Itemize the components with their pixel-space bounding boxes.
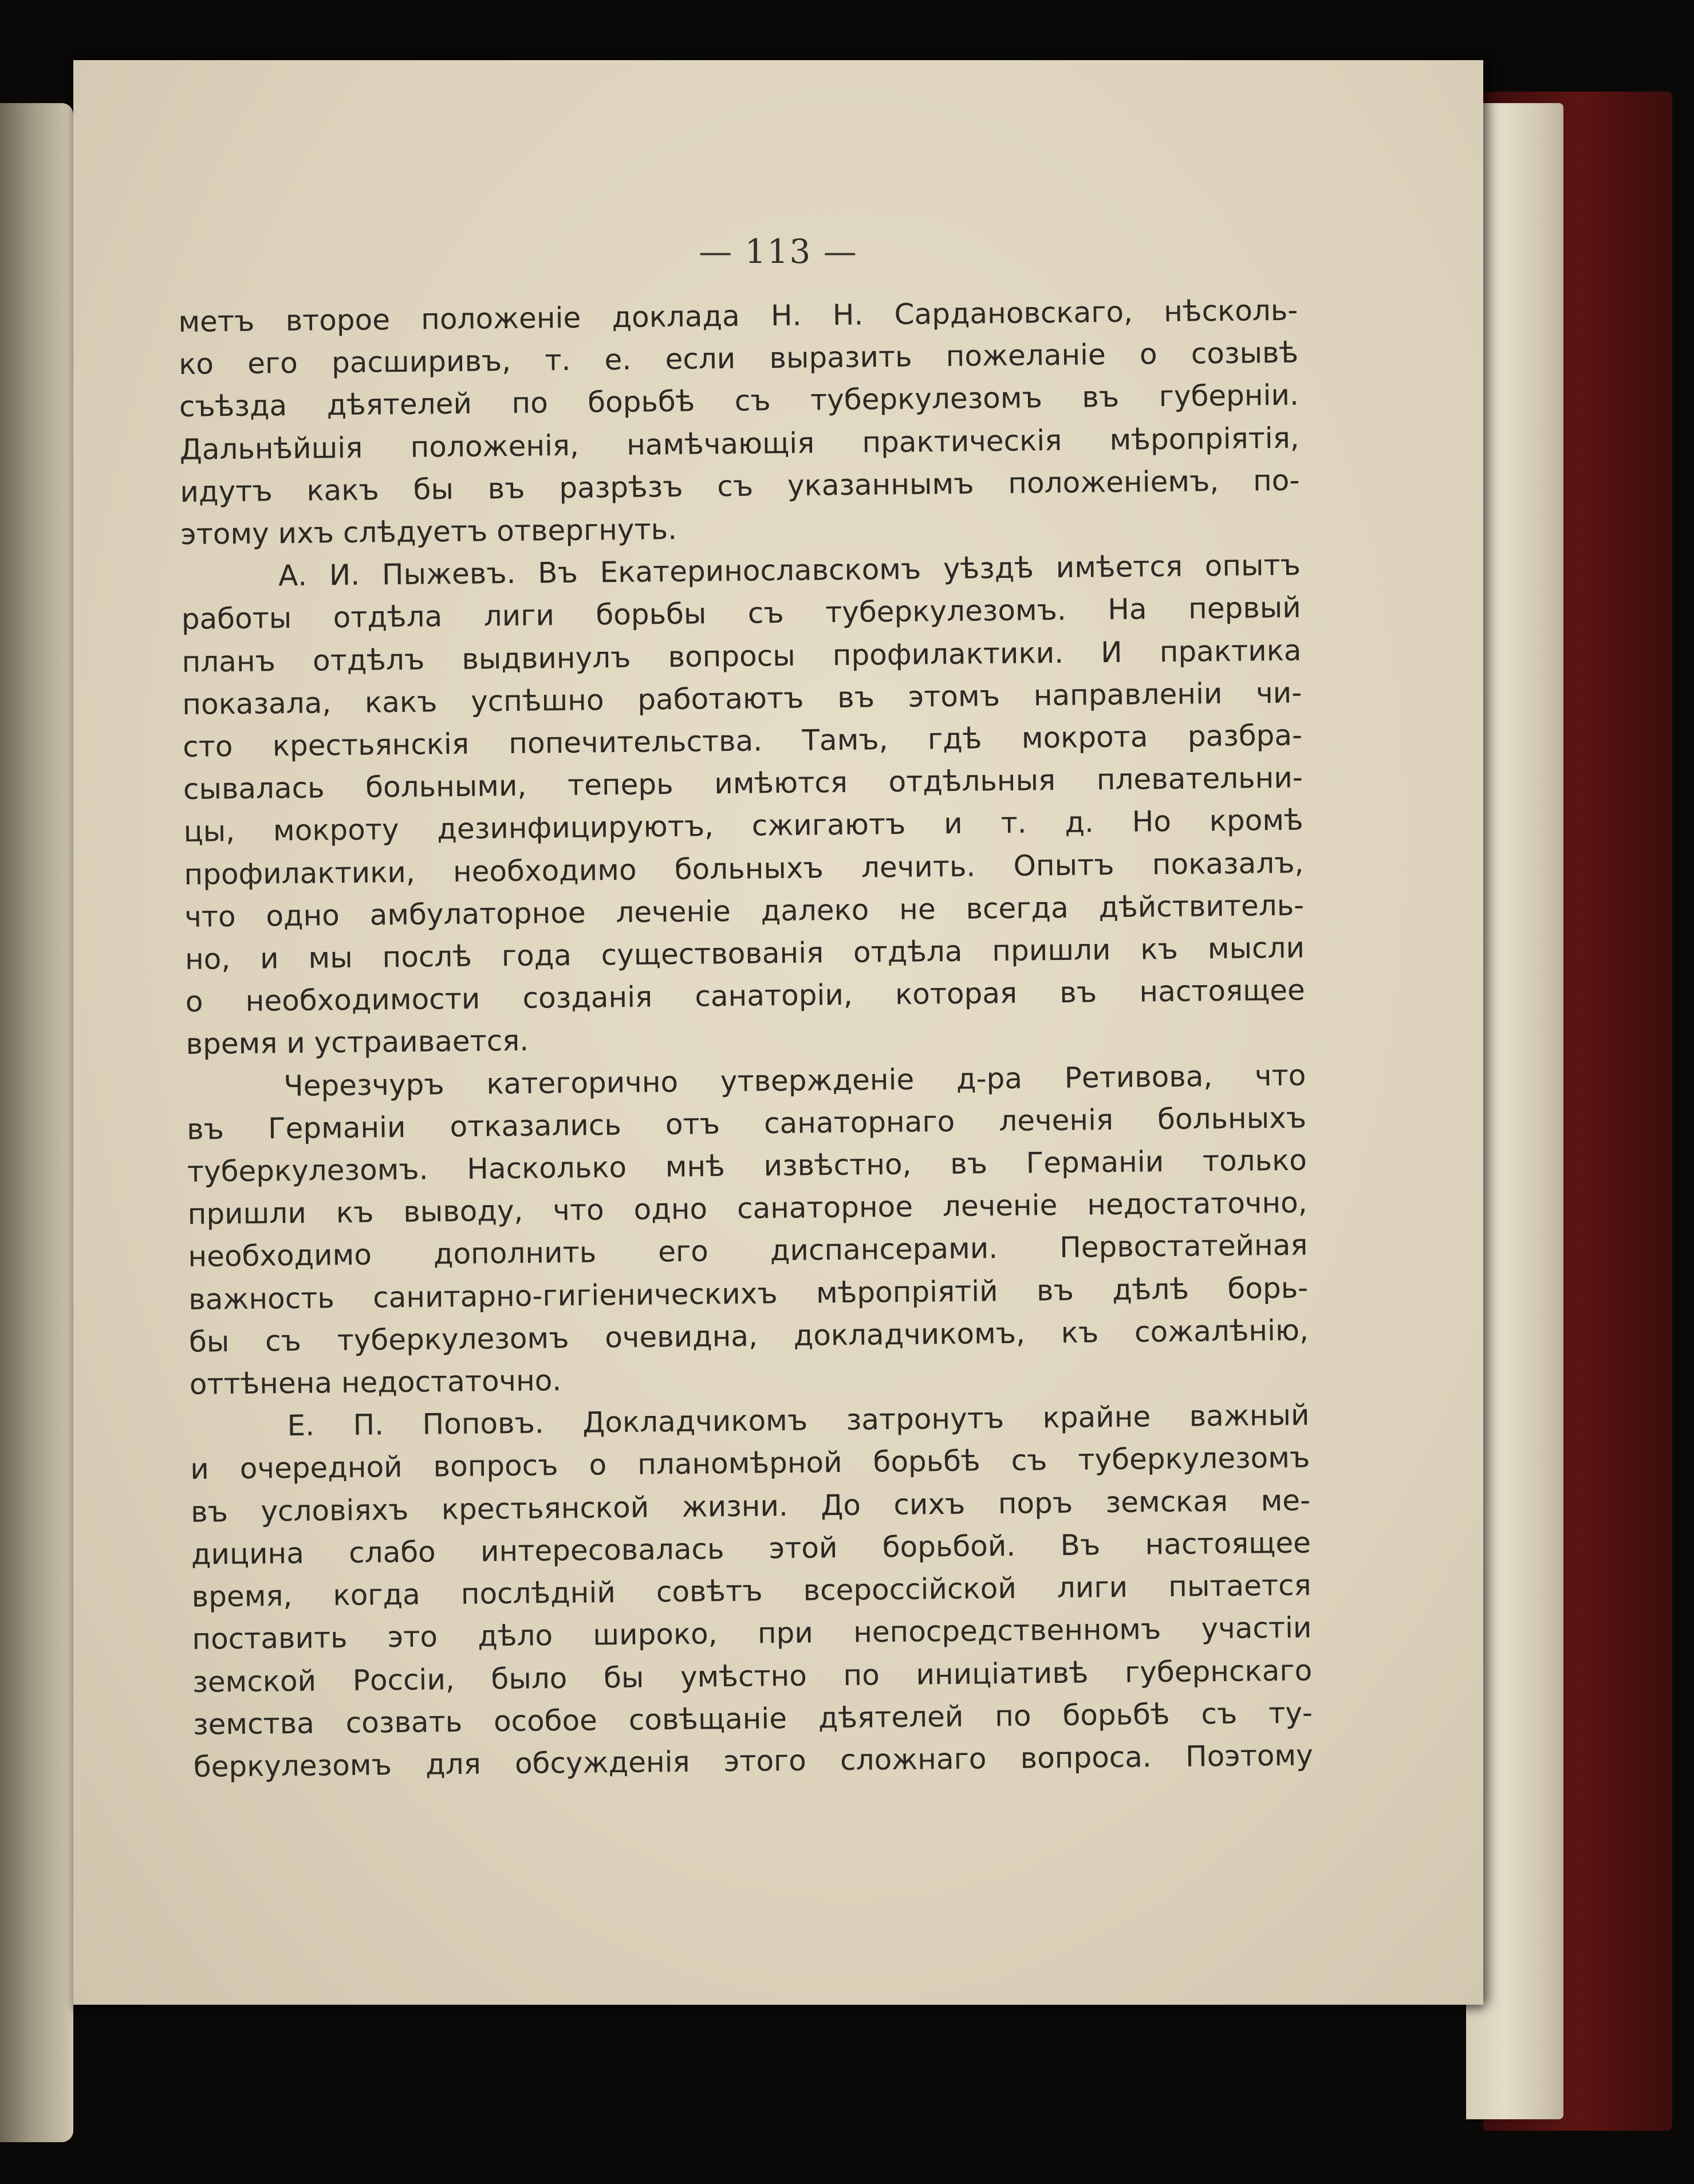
text-line: но, и мы послѣ года существованiя отдѣла пришли къ мысли (184, 931, 1305, 976)
book-page (73, 60, 1483, 2005)
page-number: — 113 — (699, 232, 858, 271)
text-line: ко его расширивъ, т. е. если выразить пожеланiе о созывѣ (178, 336, 1299, 381)
text-line: планъ отдѣлъ выдвинулъ вопросы профилактики. И практика (182, 633, 1302, 679)
text-line: время и устраивается. (186, 1024, 529, 1061)
text-line: въ условiяхъ крестьянской жизни. До сихъ поръ земская ме- (190, 1483, 1311, 1529)
text-line: бы съ туберкулезомъ очевидна, докладчикомъ, къ сожалѣнiю, (188, 1313, 1309, 1359)
text-line: что одно амбулаторное леченiе далеко не всегда дѣйствитель- (184, 888, 1305, 934)
text-line: идутъ какъ бы въ разрѣзъ съ указаннымъ положенiемъ, по- (180, 463, 1300, 509)
text-line: Е. П. Поповъ. Докладчикомъ затронутъ крайне важный (287, 1398, 1310, 1443)
text-line: цы, мокроту дезинфицируютъ, сжигаютъ и т. д. Но кромѣ (183, 803, 1303, 849)
text-line: дицина слабо интересовалась этой борьбой. Въ настоящее (191, 1526, 1311, 1571)
text-line: беркулезомъ для обсужденiя этого сложнаго вопроса. Поэтому (193, 1738, 1314, 1784)
text-line: земства созвать особое совѣщанiе дѣятелей по борьбѣ съ ту- (192, 1696, 1313, 1741)
text-line: профилактики, необходимо больныхъ лечить. Опытъ показалъ, (184, 846, 1304, 891)
text-line: этому ихъ слѣдуетъ отвергнуть. (180, 512, 677, 551)
text-line: время, когда послѣднiй совѣтъ всероссiйской лиги пытается (191, 1568, 1311, 1614)
text-line: А. И. Пыжевъ. Въ Екатеринославскомъ уѣздѣ имѣется опытъ (278, 548, 1301, 593)
text-line: важность санитарно-гигiеническихъ мѣропрiятiй въ дѣлѣ борь- (188, 1271, 1309, 1316)
text-line: пришли къ выводу, что одно санаторное леченiе недостаточно, (187, 1186, 1307, 1231)
text-line: показала, какъ успѣшно работаютъ въ этомъ направленiи чи- (182, 676, 1302, 721)
text-line: Дальнѣйшiя положенiя, намѣчающiя практическiя мѣропрiятiя, (179, 421, 1299, 466)
text-line: необходимо дополнить его диспансерами. Первостатейная (188, 1228, 1308, 1274)
text-line: сывалась больными, теперь имѣются отдѣльныя плевательни- (183, 761, 1303, 806)
text-line: сто крестьянскiя попечительства. Тамъ, гдѣ мокрота разбра- (182, 718, 1303, 764)
text-line: съѣзда дѣятелей по борьбѣ съ туберкулезомъ въ губернiи. (179, 378, 1299, 424)
text-line: туберкулезомъ. Насколько мнѣ извѣстно, въ Германiи только (187, 1143, 1307, 1189)
body-text (178, 289, 1313, 1788)
text-line: поставить это дѣло широко, при непосредственномъ участiи (192, 1611, 1312, 1656)
text-line: въ Германiи отказались отъ санаторнаго леченiя больныхъ (186, 1101, 1307, 1146)
text-line: и очередной вопросъ о планомѣрной борьбѣ съ туберкулезомъ (190, 1441, 1310, 1486)
text-line: Черезчуръ категорично утвержденiе д-ра Ретивова, что (283, 1058, 1306, 1103)
text-line: оттѣнена недостаточно. (189, 1364, 562, 1401)
text-line: о необходимости созданiя санаторiи, которая въ настоящее (185, 973, 1306, 1019)
text-line: работы отдѣла лиги борьбы съ туберкулезомъ. На первый (181, 591, 1302, 636)
left-page-edge (0, 103, 73, 2142)
text-line: земской Россiи, было бы умѣстно по иницiативѣ губернскаго (192, 1653, 1313, 1699)
text-line: метъ второе положенiе доклада Н. Н. Сардановскаго, нѣсколь- (178, 293, 1298, 339)
